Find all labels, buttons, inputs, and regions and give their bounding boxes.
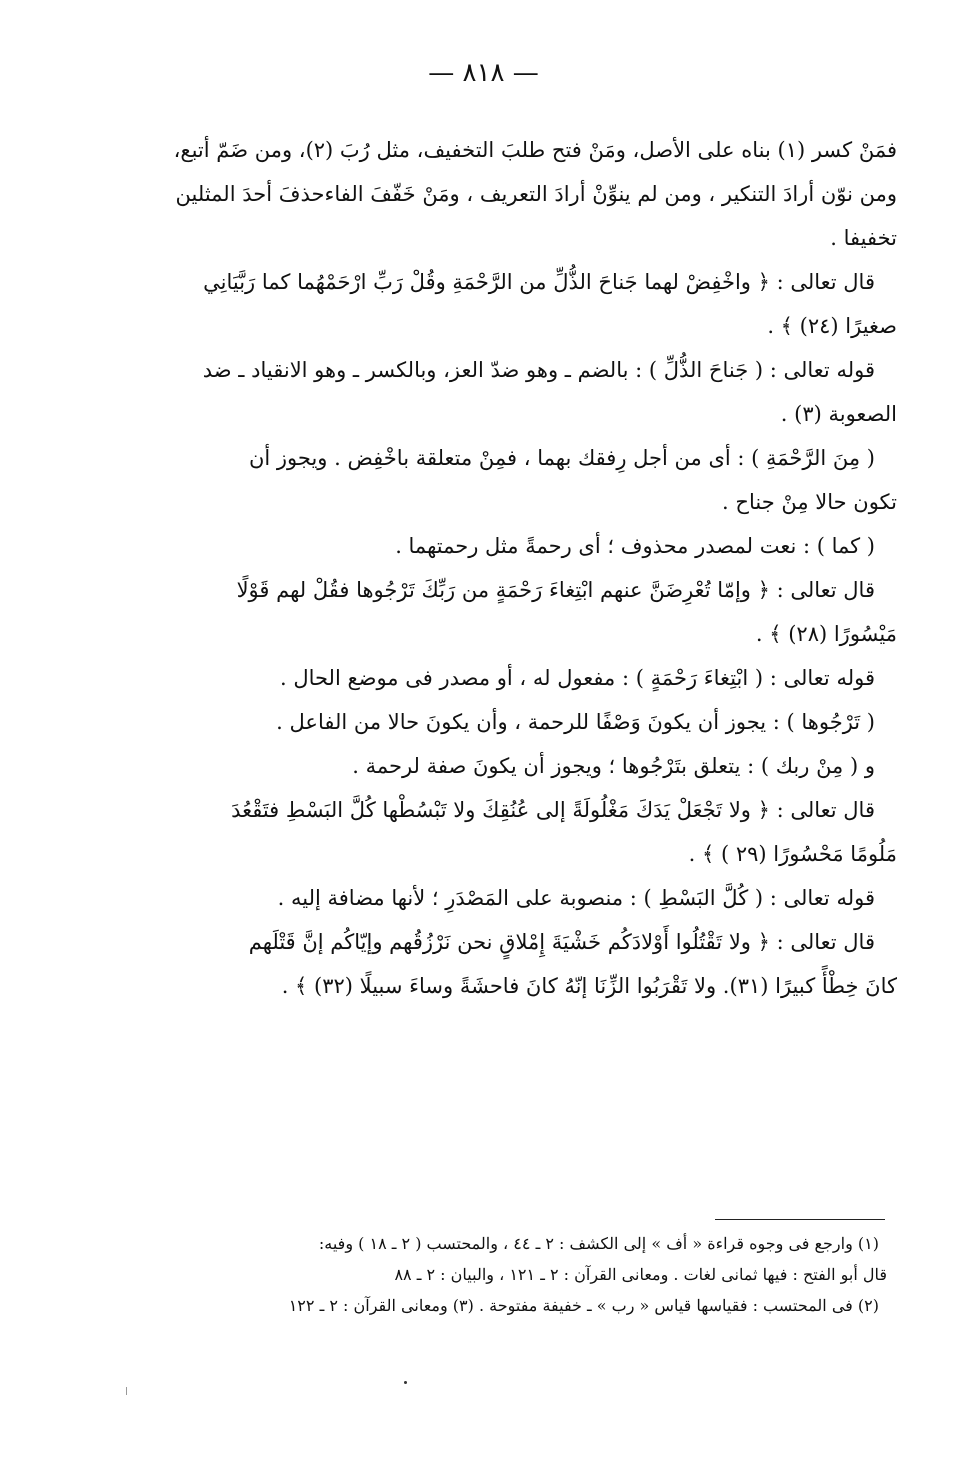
text-line-6: قوله تعالى : ( جَناحَ الذُّلِّ ) : بالضم ـ وهو ضدّ العز، وبالكسر ـ وهو الانقياد ـ ضد: [202, 358, 875, 382]
text-line-3: تخفيفا .: [830, 226, 897, 250]
footnote-line-2: قال أبو الفتح : فيها ثمانى لغات . ومعانى القرآن : ٢ ـ ١٢١ ، والبيان : ٢ ـ ٨٨: [394, 1264, 887, 1284]
text-line-7: الصعوبة (٣) .: [780, 402, 897, 426]
text-line-13: قوله تعالى : ( ابْتِغاءَ رَحْمَةٍ ) : مفعول له ، أو مصدر فى موضع الحال .: [279, 666, 875, 690]
text-line-8: ( مِنَ الرَّحْمَةِ ) : أى من أجل رِفقك بهما ، فمِنْ متعلقة باخْفِض . ويجوز أن: [248, 446, 875, 470]
text-line-20: كانَ خِطْأً كبيرًا (٣١). ولا تَقْرَبُوا الزِّنَا إنّهُ كانَ فاحشَةً وساءَ سبيلًا (٣٢) ﴾ .: [281, 974, 897, 998]
text-line-12: مَيْسُورًا (٢٨) ﴾ .: [755, 622, 897, 646]
footnote-line-1: (١) وارجع فى وجوه قراءة « أف » إلى الكشف : ٢ ـ ٤٤ ، والمحتسب ( ٢ ـ ١٨ ) وفيه:: [318, 1233, 879, 1253]
text-line-14: ( تَرْجُوها ) : يجوز أن يكونَ وَصْفًا للرحمة ، وأن يكونَ حالا من الفاعل .: [276, 710, 875, 734]
footnote-line-3: (٢) فى المحتسب : فقياسها قياس « رب » ـ خفيفة مفتوحة . (٣) ومعانى القرآن : ٢ ـ ١٢٢: [288, 1295, 879, 1315]
text-line-9: تكون حالا مِنْ جناح .: [722, 490, 897, 514]
text-line-10: ( كما ) : نعت لمصدر محذوف ؛ أى رحمةً مثل رحمتهما .: [395, 534, 875, 558]
text-line-18: قوله تعالى : ( كُلَّ البَسْطِ ) : منصوبة على المَصْدَرِ ؛ لأنها مضافة إليه .: [277, 886, 875, 910]
text-line-5: صغيرًا (٢٤) ﴾ .: [767, 314, 897, 338]
stray-dot: [404, 1381, 407, 1384]
text-line-15: و ( مِنْ ربك ) : يتعلق بتَرْجُوها ؛ ويجوز أن يكونَ صفة لرحمة .: [352, 754, 875, 778]
main-text: [110, 128, 897, 1008]
footnotes: [105, 1228, 887, 1321]
text-line-1: فمَنْ كسر (١) بناه على الأصل، ومَنْ فتح طلبَ التخفيف، مثل رُبَ (٢)، ومن ضَمّ أتبع،: [173, 138, 897, 162]
text-line-17: مَلُومًا مَحْسُورًا (٢٩ ) ﴾ .: [688, 842, 897, 866]
text-line-16: قال تعالى : ﴿ ولا تَجْعَلْ يَدَكَ مَغْلُولَةً إلى عُنُقِكَ ولا تَبْسُطْها كُلَّ البَسْطِ فتَقْعُدَ: [231, 798, 875, 822]
text-line-2: ومن نوّن أرادَ التنكير ، ومن لم ينوِّنْ أرادَ التعريف ، ومَنْ خَفّفَ الفاءحذفَ أحدَ المثلين: [175, 182, 897, 206]
scan-speck: [126, 1387, 127, 1395]
footnote-separator: [715, 1219, 885, 1220]
page-number: — ٨١٨ —: [428, 58, 539, 88]
text-line-4: قال تعالى : ﴿ واخْفِضْ لهما جَناحَ الذُّلِّ من الرَّحْمَةِ وقُلْ رَبِّ ارْحَمْهُما كما رَبَّيَانِي: [203, 270, 875, 294]
text-line-11: قال تعالى : ﴿ وإمّا تُعْرِضَنَّ عنهم ابْتِغاءَ رَحْمَةٍ من رَبِّكَ تَرْجُوها فقُلْ لهم قَوْلًا: [236, 578, 875, 602]
text-line-19: قال تعالى : ﴿ ولا تَقْتُلُوا أَوْلادَكُم خَشْيَةَ إِمْلاقٍ نحن نَرْزُقُهم وإيّاكُم إنَّ قَتْلَهم: [248, 930, 875, 954]
